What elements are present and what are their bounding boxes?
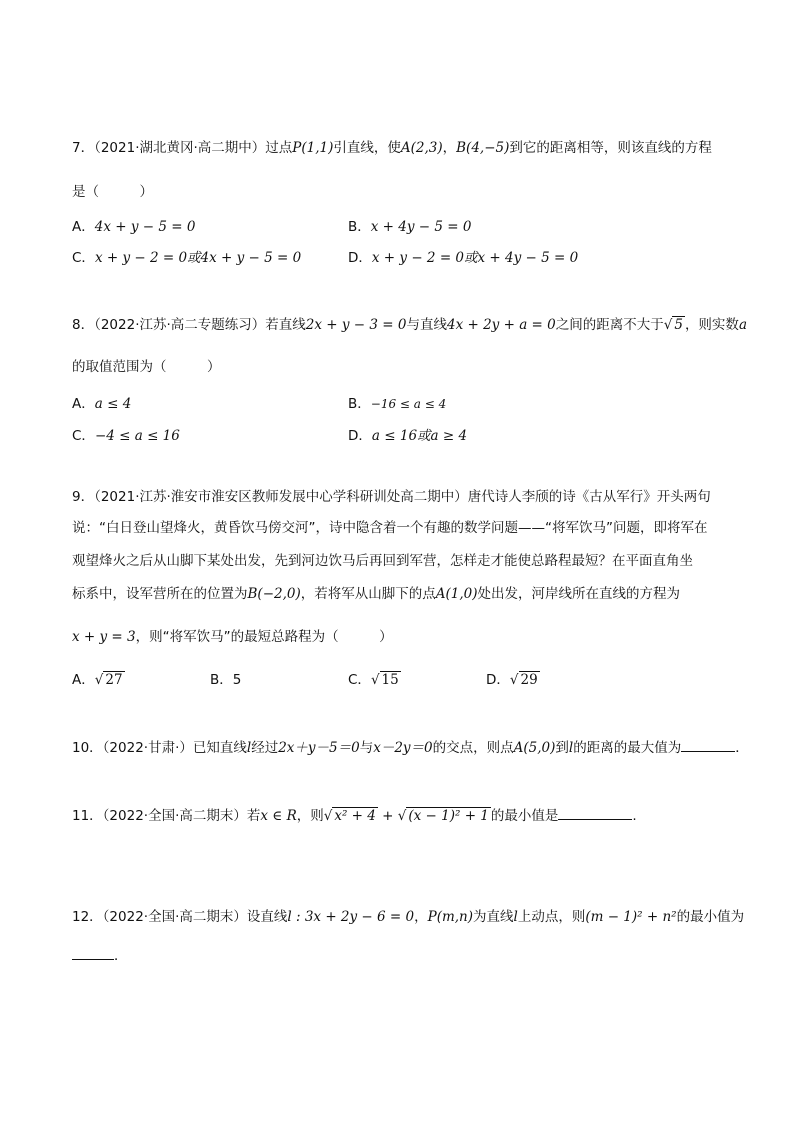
sqrt-sign: √ bbox=[397, 808, 407, 824]
option-label: D． bbox=[486, 672, 510, 688]
option-value: −4 ≤ a ≤ 16 bbox=[94, 428, 180, 444]
answer-blank[interactable] bbox=[558, 807, 632, 820]
q8-option-c[interactable] bbox=[72, 424, 180, 444]
q7-option-a[interactable] bbox=[72, 215, 195, 235]
q11-radical-1: x² + 4 bbox=[334, 808, 376, 824]
q12-point-p: P(m,n) bbox=[427, 909, 474, 925]
q11-text: 的最小值是 bbox=[490, 808, 559, 824]
q11-condition: x ∈ R bbox=[260, 808, 297, 824]
q7-point-p: P(1,1) bbox=[292, 140, 334, 156]
q12-text: ． bbox=[114, 948, 128, 964]
q7-text: 7．（2021·湖北黄冈·高二期中）过点 bbox=[72, 140, 293, 156]
q12-line-equation: l : 3x + 2y − 6 = 0 bbox=[287, 909, 415, 925]
q8-variable-a: a bbox=[738, 317, 747, 333]
q9-option-d[interactable] bbox=[486, 668, 540, 688]
option-label: A． bbox=[72, 396, 95, 412]
q7-text: 引直线，使 bbox=[333, 140, 401, 156]
sqrt-sign: √ bbox=[509, 672, 519, 688]
q10-text: 与 bbox=[359, 740, 374, 756]
sqrt-sign: √ bbox=[94, 672, 104, 688]
sqrt-sign: √ bbox=[323, 808, 333, 824]
q9-text: ，若将军从山脚下的点 bbox=[300, 586, 436, 602]
q8-equation-1: 2x + y − 3 = 0 bbox=[305, 317, 407, 333]
q8-text: 与直线 bbox=[406, 317, 447, 333]
q12-line2 bbox=[72, 944, 128, 964]
q7-text: ， bbox=[442, 140, 457, 156]
q11-radical-2: (x − 1)² + 1 bbox=[408, 808, 489, 824]
q9-line1: 9．（2021·江苏·淮安市淮安区教师发展中心学科研训处高二期中）唐代诗人李颀的诗《古从军行》开头两句 bbox=[72, 489, 711, 505]
q10-point-a: A(5,0) bbox=[513, 740, 556, 756]
q9-text: ，则“将军饮马”的最短总路程为（ ） bbox=[135, 629, 393, 645]
q7-option-b[interactable] bbox=[348, 215, 471, 235]
q7-text: 到它的距离相等，则该直线的方程 bbox=[509, 140, 712, 156]
q10-text: 的交点，则点 bbox=[432, 740, 514, 756]
option-value: a ≤ 4 bbox=[94, 396, 132, 412]
q8-line2: 的取值范围为（ ） bbox=[72, 359, 221, 375]
q8-sqrt-5: 5 bbox=[674, 317, 683, 333]
q11-text: . bbox=[632, 808, 637, 824]
q8-text: ，则实数 bbox=[684, 317, 739, 333]
option-label: B． bbox=[348, 219, 371, 235]
q10-text: 10．（2022·甘肃·）已知直线 bbox=[72, 740, 247, 756]
option-value: 27 bbox=[105, 672, 123, 688]
q10-text: ． bbox=[735, 740, 749, 756]
q12-text: 为直线 bbox=[473, 909, 514, 925]
q8-line1 bbox=[72, 313, 747, 333]
q10-text: 经过 bbox=[251, 740, 279, 756]
sqrt-sign: √ bbox=[370, 672, 380, 688]
q11-text: ，则 bbox=[296, 808, 324, 824]
answer-blank[interactable] bbox=[72, 947, 114, 960]
q8-text: 8．（2022·江苏·高二专题练习）若直线 bbox=[72, 317, 306, 333]
q9-line4 bbox=[72, 582, 680, 602]
q8-text: 之间的距离不大于 bbox=[555, 317, 664, 333]
q7-option-c[interactable] bbox=[72, 246, 301, 266]
option-label: D． bbox=[348, 250, 372, 266]
q12-text: ， bbox=[414, 909, 428, 925]
q12-text: 12．（2022·全国·高二期末）设直线 bbox=[72, 909, 288, 925]
option-value: 4x + y − 5 = 0 bbox=[94, 219, 196, 235]
q10-line-l: l bbox=[568, 740, 574, 756]
q9-option-c[interactable] bbox=[348, 668, 401, 688]
option-value: x + y − 2 = 0或x + 4y − 5 = 0 bbox=[371, 250, 579, 266]
option-value: 15 bbox=[381, 672, 399, 688]
answer-blank[interactable] bbox=[681, 739, 735, 752]
q10-line-l: l bbox=[246, 740, 252, 756]
q7-option-d[interactable] bbox=[348, 246, 578, 266]
q8-option-d[interactable] bbox=[348, 424, 467, 444]
q9-river-equation: x + y = 3 bbox=[72, 629, 136, 645]
q9-line5 bbox=[72, 625, 393, 645]
option-label: A． bbox=[72, 672, 95, 688]
question-11 bbox=[72, 804, 637, 824]
option-label: C． bbox=[72, 428, 95, 444]
q7-line2: 是（ ） bbox=[72, 184, 153, 200]
q8-option-a[interactable] bbox=[72, 392, 131, 412]
q12-text: 上动点，则 bbox=[517, 909, 586, 925]
q12-line-l: l bbox=[513, 909, 518, 925]
q10-equation-1: 2x＋y－5＝0 bbox=[278, 740, 360, 756]
q9-text: 处出发，河岸线所在直线的方程为 bbox=[477, 586, 681, 602]
option-label: C． bbox=[348, 672, 371, 688]
q11-text: + bbox=[377, 808, 398, 824]
q10-text: 到 bbox=[555, 740, 569, 756]
q9-text: 标系中，设军营所在的位置为 bbox=[72, 586, 248, 602]
q7-point-b: B(4,−5) bbox=[456, 140, 510, 156]
q7-line1 bbox=[72, 136, 712, 156]
q12-expression: (m − 1)² + n² bbox=[585, 909, 677, 925]
option-value: 29 bbox=[520, 672, 538, 688]
option-value: x + 4y − 5 = 0 bbox=[370, 219, 472, 235]
q12-text: 的最小值为 bbox=[676, 909, 745, 925]
option-value: a ≤ 16或a ≥ 4 bbox=[371, 428, 468, 444]
option-value: x + y − 2 = 0或4x + y − 5 = 0 bbox=[94, 250, 302, 266]
q9-line2: 说：“白日登山望烽火，黄昏饮马傍交河”，诗中隐含着一个有趣的数学问题——“将军饮马”问题，即将军在 bbox=[72, 520, 708, 536]
q9-point-a: A(1,0) bbox=[435, 586, 478, 602]
q9-point-b: B(−2,0) bbox=[247, 586, 301, 602]
option-label: D． bbox=[348, 428, 372, 444]
question-10 bbox=[72, 736, 749, 756]
q8-option-b[interactable] bbox=[348, 392, 446, 412]
sqrt-sign: √ bbox=[663, 317, 673, 333]
q12-line1 bbox=[72, 905, 744, 925]
option-label: B． bbox=[348, 396, 371, 412]
q9-option-b[interactable]: B．5 bbox=[210, 672, 242, 688]
q9-line3: 观望烽火之后从山脚下某处出发，先到河边饮马后再回到军营，怎样走才能使总路程最短？在平面直角坐 bbox=[72, 553, 693, 569]
q7-point-a: A(2,3) bbox=[400, 140, 443, 156]
option-label: C． bbox=[72, 250, 95, 266]
q10-text: 的距离的最大值为 bbox=[573, 740, 682, 756]
q8-equation-2: 4x + 2y + a = 0 bbox=[446, 317, 556, 333]
q11-text: 11．（2022·全国·高二期末）若 bbox=[72, 808, 261, 824]
q9-option-a[interactable] bbox=[72, 668, 125, 688]
option-label: A． bbox=[72, 219, 95, 235]
q10-equation-2: x－2y＝0 bbox=[373, 740, 433, 756]
option-value: −16 ≤ a ≤ 4 bbox=[370, 397, 447, 411]
